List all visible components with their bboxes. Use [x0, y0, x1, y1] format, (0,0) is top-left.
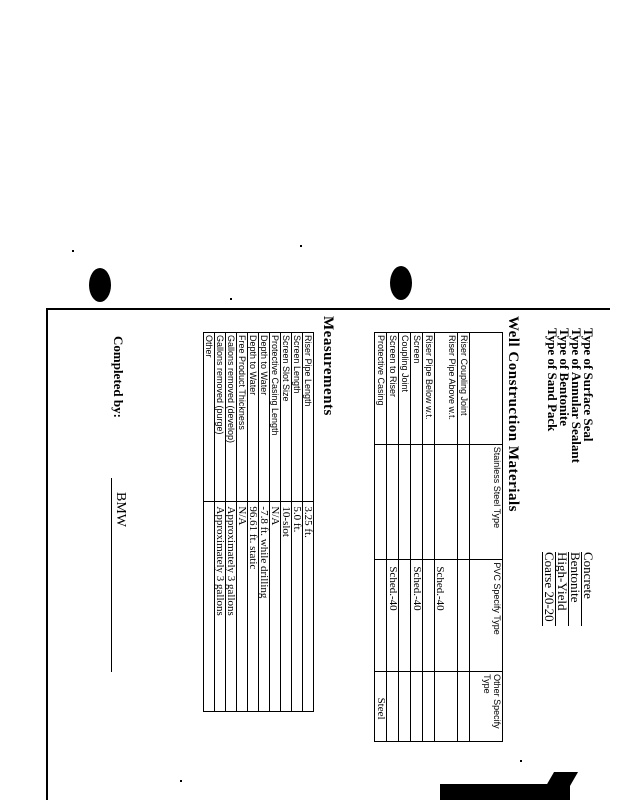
- table-row: [458, 333, 470, 742]
- column-header: Other Specify Type: [470, 672, 503, 742]
- surface-value: Concrete: [581, 552, 594, 626]
- row-label: Screen to Riser: [387, 333, 399, 445]
- table-row: [215, 333, 226, 712]
- pvc-cell: Sched.-40: [387, 560, 399, 672]
- table-row: [281, 333, 292, 712]
- surface-label: Type of Bentonite: [557, 328, 572, 426]
- surface-value: High-Yield: [555, 552, 568, 626]
- surface-value: Coarse 20-20: [542, 552, 555, 626]
- row-value: N/A: [237, 502, 248, 712]
- pvc-cell: [423, 560, 435, 672]
- other-cell: [411, 672, 423, 742]
- pvc-cell: Sched.-40: [411, 560, 423, 672]
- steel-cell: [387, 444, 399, 560]
- table-row: [387, 333, 399, 742]
- other-cell: [458, 672, 470, 742]
- other-cell: [399, 672, 411, 742]
- table-row: [303, 333, 314, 712]
- table-row: [435, 333, 458, 742]
- row-label: Screen: [411, 333, 423, 445]
- row-label: Protective Casing Length: [270, 333, 281, 502]
- row-label: Free Product Thickness: [237, 333, 248, 502]
- row-label: Riser Pipe Above w.t.: [435, 333, 458, 445]
- column-header: [470, 333, 503, 445]
- pvc-cell: [458, 560, 470, 672]
- row-value: -7.8 ft. while drilling: [259, 502, 270, 712]
- section-title-well-construction: Well Construction Materials: [505, 316, 521, 512]
- row-value: 3.25 ft.: [303, 502, 314, 712]
- row-label: Riser Coupling Joint: [458, 333, 470, 445]
- row-label: Other: [204, 333, 215, 502]
- pvc-cell: [375, 560, 387, 672]
- binder-hole: [89, 268, 111, 302]
- table-row: [248, 333, 259, 712]
- row-value: Approximately 3 gallons: [215, 502, 226, 712]
- measurements-table: [203, 332, 314, 712]
- row-label: Screen Length: [292, 333, 303, 502]
- steel-cell: [375, 444, 387, 560]
- completed-by-value: BMW: [111, 478, 128, 672]
- scan-speck: [72, 250, 74, 252]
- row-label: Depth to Water: [248, 333, 259, 502]
- surface-values: [542, 552, 594, 626]
- surface-label: Type of Sand Pack: [545, 328, 560, 432]
- row-label: Riser Pipe Length: [303, 333, 314, 502]
- row-value: 5.0 ft.: [292, 502, 303, 712]
- surface-label: Type of Surface Seal: [581, 328, 596, 442]
- other-cell: Steel: [375, 672, 387, 742]
- scan-speck: [300, 245, 302, 247]
- pvc-cell: Sched.-40: [435, 560, 458, 672]
- row-label: Screen Slot Size: [281, 333, 292, 502]
- table-header-row: [470, 333, 503, 742]
- steel-cell: [423, 444, 435, 560]
- surface-labels: [546, 328, 594, 463]
- table-row: [292, 333, 303, 712]
- pvc-cell: [399, 560, 411, 672]
- row-label: Coupling Joint: [399, 333, 411, 445]
- row-label: Riser Pipe Below w.t.: [423, 333, 435, 445]
- table-row: [399, 333, 411, 742]
- section-title-measurements: Measurements: [320, 316, 336, 416]
- table-row: [259, 333, 270, 712]
- surface-value: Bentonite: [568, 552, 581, 626]
- other-cell: [387, 672, 399, 742]
- other-cell: [435, 672, 458, 742]
- row-label: Protective Casing: [375, 333, 387, 445]
- table-row: [411, 333, 423, 742]
- table-row: [375, 333, 387, 742]
- table-row: [226, 333, 237, 712]
- row-label: Depth to Water: [259, 333, 270, 502]
- table-row: [204, 333, 215, 712]
- other-cell: [423, 672, 435, 742]
- steel-cell: [435, 444, 458, 560]
- rotated-form: [38, 312, 618, 792]
- row-value: 96.61 ft. static: [248, 502, 259, 712]
- table-row: [237, 333, 248, 712]
- completed-by-label: Completed by:: [111, 336, 126, 418]
- row-value: 10-slot: [281, 502, 292, 712]
- scan-speck: [230, 298, 232, 300]
- surface-label: Type of Annular Sealant: [569, 328, 584, 463]
- row-value: [204, 502, 215, 712]
- page-top-line: [48, 308, 610, 310]
- table-row: [423, 333, 435, 742]
- table-row: [270, 333, 281, 712]
- steel-cell: [399, 444, 411, 560]
- binder-hole: [390, 266, 412, 300]
- row-value: Approximately 3 gallons: [226, 502, 237, 712]
- steel-cell: [458, 444, 470, 560]
- column-header: Stainless Steel Type: [470, 444, 503, 560]
- row-value: N/A: [270, 502, 281, 712]
- steel-cell: [411, 444, 423, 560]
- well-construction-table: [374, 332, 503, 742]
- column-header: PVC Specify Type: [470, 560, 503, 672]
- row-label: Gallons removed (develop): [226, 333, 237, 502]
- row-label: Gallons removed (purge): [215, 333, 226, 502]
